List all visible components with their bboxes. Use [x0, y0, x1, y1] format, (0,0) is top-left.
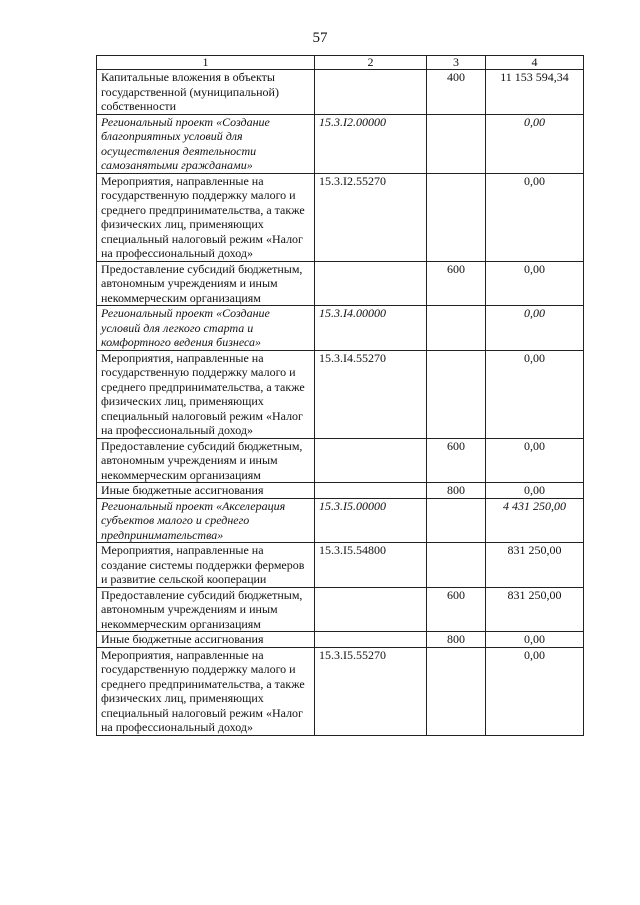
row-name-cell: Предоставление субсидий бюджетным, автономным учреждениям и иным некоммерческим организациям: [97, 438, 315, 483]
table-row: [97, 483, 584, 499]
row-kvr-cell: [427, 543, 486, 588]
row-amount-cell: 4 431 250,00: [486, 498, 584, 543]
row-kvr-cell: [427, 306, 486, 351]
row-name-cell: Региональный проект «Создание благоприятных условий для осуществления деятельности самозанятыми гражданами»: [97, 114, 315, 173]
row-name-cell: Региональный проект «Акселерация субъектов малого и среднего предпринимательства»: [97, 498, 315, 543]
row-kvr-cell: [427, 647, 486, 735]
header-row: [97, 56, 584, 70]
table-header: [97, 56, 584, 70]
table-row: [97, 261, 584, 306]
row-code-cell: 15.3.I2.00000: [315, 114, 427, 173]
row-name-cell: Мероприятия, направленные на государственную поддержку малого и среднего предпринимательства, а также физических лиц, применяющих специальный налоговый режим «Налог на профессиональный доход»: [97, 350, 315, 438]
row-amount-cell: 0,00: [486, 632, 584, 648]
row-name-cell: Иные бюджетные ассигнования: [97, 632, 315, 648]
column-header-3: 3: [427, 56, 486, 70]
row-code-cell: 15.3.I4.00000: [315, 306, 427, 351]
row-amount-cell: 831 250,00: [486, 543, 584, 588]
row-amount-cell: 0,00: [486, 261, 584, 306]
row-code-cell: 15.3.I5.54800: [315, 543, 427, 588]
row-amount-cell: 0,00: [486, 647, 584, 735]
table-row: [97, 587, 584, 632]
row-kvr-cell: 600: [427, 438, 486, 483]
page-number: 57: [312, 30, 328, 46]
row-amount-cell: 0,00: [486, 114, 584, 173]
row-code-cell: 15.3.I2.55270: [315, 173, 427, 261]
row-code-cell: [315, 438, 427, 483]
row-kvr-cell: 800: [427, 483, 486, 499]
table-row: [97, 70, 584, 115]
project-row: [97, 306, 584, 351]
row-name-cell: Мероприятия, направленные на создание системы поддержки фермеров и развитие сельской кооперации: [97, 543, 315, 588]
row-code-cell: 15.3.I5.55270: [315, 647, 427, 735]
row-kvr-cell: [427, 498, 486, 543]
row-code-cell: [315, 587, 427, 632]
table-row: [97, 632, 584, 648]
row-kvr-cell: [427, 114, 486, 173]
row-code-cell: [315, 261, 427, 306]
row-amount-cell: 0,00: [486, 173, 584, 261]
table-row: [97, 543, 584, 588]
table-body: [97, 70, 584, 736]
row-name-cell: Мероприятия, направленные на государственную поддержку малого и среднего предпринимательства, а также физических лиц, применяющих специальный налоговый режим «Налог на профессиональный доход»: [97, 173, 315, 261]
table-row: [97, 438, 584, 483]
row-amount-cell: 831 250,00: [486, 587, 584, 632]
table-row: [97, 647, 584, 735]
row-amount-cell: 0,00: [486, 483, 584, 499]
table-row: [97, 350, 584, 438]
budget-table: [96, 55, 584, 736]
row-kvr-cell: [427, 173, 486, 261]
project-row: [97, 498, 584, 543]
row-code-cell: 15.3.I4.55270: [315, 350, 427, 438]
column-header-4: 4: [486, 56, 584, 70]
row-code-cell: [315, 632, 427, 648]
row-kvr-cell: 400: [427, 70, 486, 115]
row-code-cell: [315, 483, 427, 499]
table-row: [97, 173, 584, 261]
project-row: [97, 114, 584, 173]
row-kvr-cell: 600: [427, 587, 486, 632]
row-amount-cell: 0,00: [486, 306, 584, 351]
row-kvr-cell: [427, 350, 486, 438]
row-name-cell: Предоставление субсидий бюджетным, автономным учреждениям и иным некоммерческим организациям: [97, 261, 315, 306]
row-code-cell: [315, 70, 427, 115]
row-name-cell: Мероприятия, направленные на государственную поддержку малого и среднего предпринимательства, а также физических лиц, применяющих специальный налоговый режим «Налог на профессиональный доход»: [97, 647, 315, 735]
row-name-cell: Предоставление субсидий бюджетным, автономным учреждениям и иным некоммерческим организациям: [97, 587, 315, 632]
column-header-1: 1: [97, 56, 315, 70]
row-amount-cell: 11 153 594,34: [486, 70, 584, 115]
column-header-2: 2: [315, 56, 427, 70]
row-name-cell: Капитальные вложения в объекты государственной (муниципальной) собственности: [97, 70, 315, 115]
row-name-cell: Региональный проект «Создание условий для легкого старта и комфортного ведения бизнеса»: [97, 306, 315, 351]
row-code-cell: 15.3.I5.00000: [315, 498, 427, 543]
row-kvr-cell: 800: [427, 632, 486, 648]
row-name-cell: Иные бюджетные ассигнования: [97, 483, 315, 499]
row-kvr-cell: 600: [427, 261, 486, 306]
row-amount-cell: 0,00: [486, 350, 584, 438]
row-amount-cell: 0,00: [486, 438, 584, 483]
